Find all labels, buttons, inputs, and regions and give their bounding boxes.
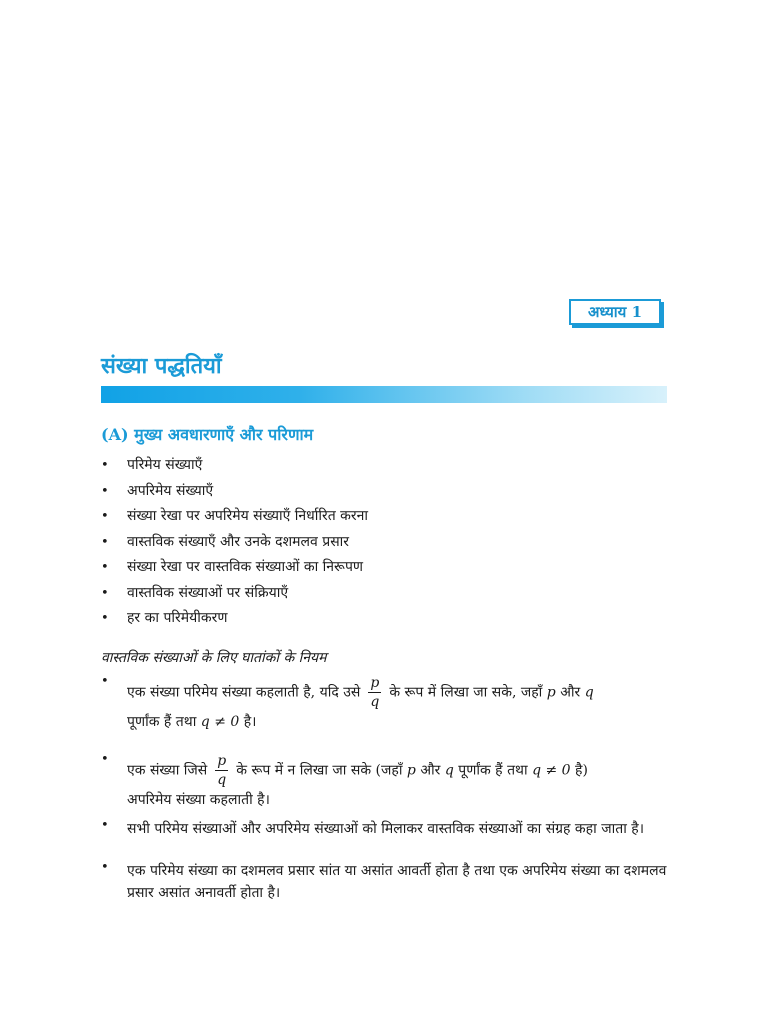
title-gradient-bar <box>101 386 667 403</box>
bullet-icon: • <box>101 611 109 626</box>
bullet-icon: • <box>101 509 109 524</box>
bullet-icon: • <box>101 534 109 550</box>
bullet-icon: • <box>101 674 109 689</box>
bullet-icon: • <box>101 458 109 473</box>
chapter-label-box <box>569 299 661 325</box>
condition-q-not-zero: q ≠ 0 <box>200 714 240 730</box>
list-item-text: अपरिमेय संख्याएँ <box>127 482 214 499</box>
fraction-numerator: p <box>370 675 380 691</box>
bullet-icon: • <box>101 860 109 875</box>
rules-heading: वास्तविक संख्याओं के लिए घातांकों के नियम <box>101 650 327 666</box>
list-item <box>101 555 368 581</box>
point-text: सभी परिमेय संख्याओं और अपरिमेय संख्याओं को मिलाकर वास्तविक संख्याओं का संग्रह कहा जाता है। <box>127 821 645 837</box>
rational-definition-point <box>101 674 671 733</box>
variable-p: p <box>406 762 416 779</box>
decimal-expansion-point <box>101 860 671 904</box>
bullet-icon: • <box>101 585 109 601</box>
chapter-label: अध्याय 1 <box>587 303 643 321</box>
point-text-part: के रूप में न लिखा जा सके (जहाँ <box>236 762 403 779</box>
point-text-part: है) <box>575 762 588 779</box>
point-text-part: और <box>560 684 581 701</box>
point-text-part: के रूप में लिखा जा सके, जहाँ <box>389 684 543 701</box>
variable-p: p <box>546 684 556 701</box>
variable-q: q <box>444 762 454 779</box>
point-text-part: एक संख्या परिमेय संख्या कहलाती है, यदि उसे <box>127 684 361 701</box>
list-item-text: परिमेय संख्याएँ <box>127 457 203 473</box>
concept-list <box>101 453 368 632</box>
bullet-icon: • <box>101 560 109 575</box>
fraction-denominator: q <box>217 772 227 788</box>
fraction-p-over-q <box>215 752 228 789</box>
list-item-text: संख्या रेखा पर वास्तविक संख्याओं का निरूपण <box>127 559 364 575</box>
bullet-icon: • <box>101 818 109 833</box>
bullet-icon: • <box>101 752 109 767</box>
list-item <box>101 479 368 505</box>
chapter-title: संख्या पद्धतियाँ <box>101 353 222 379</box>
list-item <box>101 530 368 556</box>
variable-q: q <box>584 684 594 701</box>
point-text-part: और <box>420 762 441 779</box>
point-text-part: पूर्णांक हैं तथा <box>127 714 197 730</box>
list-item <box>101 504 368 530</box>
point-text <box>127 674 671 711</box>
fraction-p-over-q <box>368 674 381 711</box>
list-item-text: संख्या रेखा पर अपरिमेय संख्याएँ निर्धारित करना <box>127 508 369 524</box>
section-heading: (A) मुख्य अवधारणाएँ और परिणाम <box>101 425 314 444</box>
list-item-text: हर का परिमेयीकरण <box>127 610 228 626</box>
list-item-text: वास्तविक संख्याएँ और उनके दशमलव प्रसार <box>127 533 350 550</box>
point-text-part: एक संख्या जिसे <box>127 762 208 779</box>
fraction-numerator: p <box>217 753 227 769</box>
irrational-definition-point <box>101 752 671 811</box>
list-item <box>101 581 368 607</box>
point-text: एक परिमेय संख्या का दशमलव प्रसार सांत या असांत आवर्ती होता है तथा एक अपरिमेय संख्या का दशमलव प्रसार असांत अनावर्ती होता है। <box>127 863 667 901</box>
point-text-part: है। <box>243 714 257 730</box>
list-item-text: वास्तविक संख्याओं पर संक्रियाएँ <box>127 584 289 601</box>
condition-q-not-zero: q ≠ 0 <box>532 762 571 779</box>
real-numbers-point <box>101 818 671 840</box>
bullet-icon: • <box>101 483 109 499</box>
point-text-part: पूर्णांक हैं तथा <box>458 762 528 779</box>
list-item <box>101 606 368 632</box>
list-item <box>101 453 368 479</box>
point-text <box>127 752 671 789</box>
point-text-line: अपरिमेय संख्या कहलाती है। <box>127 792 270 808</box>
point-text-line <box>127 711 671 733</box>
fraction-denominator: q <box>370 694 380 710</box>
